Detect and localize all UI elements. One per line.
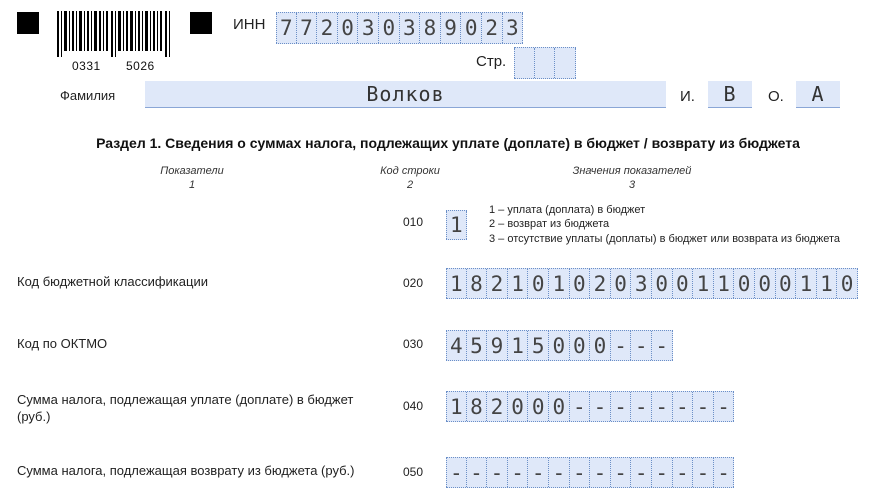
char-cell: - xyxy=(652,331,673,360)
row-050-field[interactable] xyxy=(446,457,734,488)
char-cell: 3 xyxy=(400,13,421,43)
char-cell: - xyxy=(631,392,652,421)
char-cell: 9 xyxy=(487,331,508,360)
col3-title: Значения показателей xyxy=(572,165,692,177)
char-cell: - xyxy=(693,392,714,421)
char-cell: 0 xyxy=(528,269,549,298)
row-020-code: 020 xyxy=(403,276,424,290)
char-cell: 0 xyxy=(338,13,359,43)
char-cell: 0 xyxy=(570,331,591,360)
col3-num: 3 xyxy=(628,179,636,191)
row-030-field[interactable] xyxy=(446,330,673,361)
initial-i-label: И. xyxy=(680,88,695,105)
char-cell: 0 xyxy=(549,331,570,360)
barcode-number-right: 5026 xyxy=(126,59,155,73)
char-cell: - xyxy=(590,392,611,421)
char-cell: 8 xyxy=(420,13,441,43)
char-cell: 0 xyxy=(379,13,400,43)
char-cell: 0 xyxy=(734,269,755,298)
char-cell: - xyxy=(446,458,467,487)
char-cell: 1 xyxy=(508,331,529,360)
char-cell: 5 xyxy=(467,331,488,360)
char-cell: 2 xyxy=(317,13,338,43)
char-cell: - xyxy=(467,458,488,487)
char-cell: 1 xyxy=(714,269,735,298)
char-cell: - xyxy=(631,331,652,360)
char-cell: 7 xyxy=(297,13,318,43)
char-cell: 2 xyxy=(482,13,503,43)
char-cell: 0 xyxy=(508,392,529,421)
row-010-option-3: 3 – отсутствие уплаты (доплаты) в бюджет или возврата из бюджета xyxy=(489,233,841,245)
char-cell: 0 xyxy=(611,269,632,298)
char-cell: 0 xyxy=(755,269,776,298)
col1-title: Показатели xyxy=(160,165,224,177)
char-cell: 0 xyxy=(652,269,673,298)
char-cell: 4 xyxy=(446,331,467,360)
col2-title: Код строки xyxy=(380,165,440,177)
row-010-field[interactable] xyxy=(446,210,467,240)
row-040-code: 040 xyxy=(403,399,424,413)
char-cell: 1 xyxy=(693,269,714,298)
page-label: Стр. xyxy=(476,53,507,70)
row-010-option-1: 1 – уплата (доплата) в бюджет xyxy=(489,204,646,216)
char-cell: 0 xyxy=(837,269,858,298)
char-cell: - xyxy=(611,458,632,487)
char-cell: 0 xyxy=(590,331,611,360)
char-cell: - xyxy=(508,458,529,487)
row-050-label: Сумма налога, подлежащая возврату из бюджета (руб.) xyxy=(17,463,355,478)
char-cell: - xyxy=(570,392,591,421)
char-cell: 0 xyxy=(570,269,591,298)
inn-label: ИНН xyxy=(233,16,266,33)
char-cell: - xyxy=(652,392,673,421)
row-040-label: Сумма налога, подлежащая уплате (доплате) в бюджет xyxy=(17,392,354,407)
barcode xyxy=(57,11,171,57)
row-030-code: 030 xyxy=(403,337,424,351)
char-cell: - xyxy=(652,458,673,487)
char-cell: 2 xyxy=(487,392,508,421)
char-cell: - xyxy=(611,331,632,360)
char-cell: 0 xyxy=(461,13,482,43)
char-cell: 1 xyxy=(446,392,467,421)
char-cell xyxy=(535,48,556,78)
row-040-label-unit: (руб.) xyxy=(17,409,51,424)
col2-num: 2 xyxy=(406,179,414,191)
corner-marker-left xyxy=(17,12,39,34)
char-cell: 3 xyxy=(503,13,524,43)
char-cell: 0 xyxy=(673,269,694,298)
char-cell: 3 xyxy=(631,269,652,298)
char-cell: 1 xyxy=(446,269,467,298)
row-020-label: Код бюджетной классификации xyxy=(17,274,208,289)
row-010-option-2: 2 – возврат из бюджета xyxy=(489,218,610,230)
corner-marker-right xyxy=(190,12,212,34)
surname-field[interactable]: Волков xyxy=(145,81,666,108)
initial-i-field[interactable]: В xyxy=(708,81,752,108)
row-040-field[interactable] xyxy=(446,391,734,422)
row-050-code: 050 xyxy=(403,465,424,479)
char-cell: - xyxy=(528,458,549,487)
char-cell: - xyxy=(487,458,508,487)
inn-field[interactable] xyxy=(276,12,523,44)
char-cell: 5 xyxy=(528,331,549,360)
row-030-label: Код по ОКТМО xyxy=(17,336,108,351)
char-cell: - xyxy=(714,392,735,421)
char-cell: 1 xyxy=(446,211,467,239)
char-cell: 1 xyxy=(796,269,817,298)
char-cell: 3 xyxy=(358,13,379,43)
char-cell: 1 xyxy=(817,269,838,298)
char-cell xyxy=(514,48,535,78)
char-cell: 0 xyxy=(776,269,797,298)
section-title: Раздел 1. Сведения о суммах налога, подлежащих уплате (доплате) в бюджет / возврату из бюджета xyxy=(96,135,800,151)
char-cell: - xyxy=(590,458,611,487)
char-cell: - xyxy=(693,458,714,487)
char-cell xyxy=(555,48,576,78)
char-cell: - xyxy=(611,392,632,421)
row-020-field[interactable] xyxy=(446,268,858,299)
initial-o-field[interactable]: А xyxy=(796,81,840,108)
char-cell: 9 xyxy=(441,13,462,43)
page-number-field[interactable] xyxy=(514,47,576,79)
barcode-number-left: 0331 xyxy=(72,59,101,73)
char-cell: - xyxy=(673,392,694,421)
char-cell: - xyxy=(673,458,694,487)
row-010-code: 010 xyxy=(403,215,424,229)
char-cell: - xyxy=(631,458,652,487)
char-cell: 2 xyxy=(487,269,508,298)
char-cell: 0 xyxy=(528,392,549,421)
initial-o-label: О. xyxy=(768,88,784,105)
char-cell: 8 xyxy=(467,269,488,298)
char-cell: - xyxy=(714,458,735,487)
surname-label: Фамилия xyxy=(60,88,116,103)
char-cell: - xyxy=(570,458,591,487)
col1-num: 1 xyxy=(188,179,196,191)
char-cell: 7 xyxy=(276,13,297,43)
char-cell: 1 xyxy=(508,269,529,298)
char-cell: 1 xyxy=(549,269,570,298)
char-cell: - xyxy=(549,458,570,487)
char-cell: 8 xyxy=(467,392,488,421)
char-cell: 0 xyxy=(549,392,570,421)
char-cell: 2 xyxy=(590,269,611,298)
